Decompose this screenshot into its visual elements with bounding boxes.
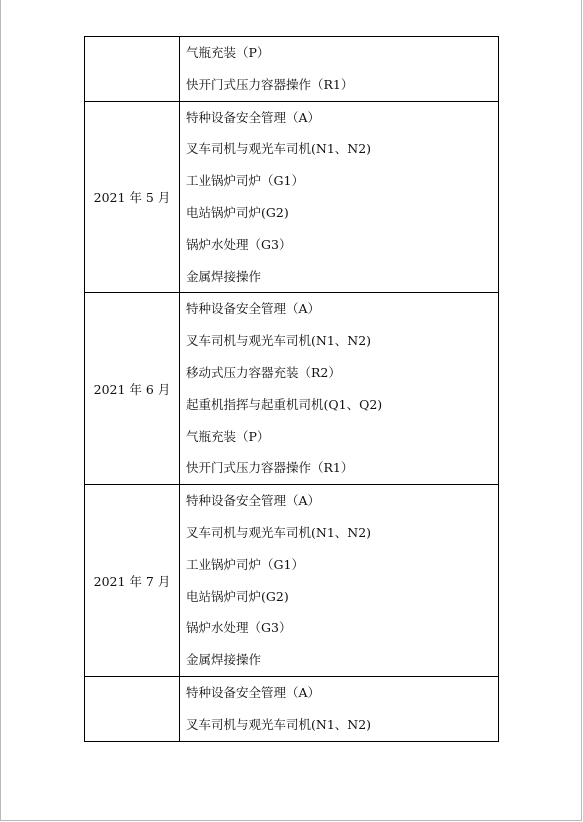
- course-item: 特种设备安全管理（A）: [186, 684, 321, 700]
- course-item: 叉车司机与观光车司机(N1、N2): [186, 333, 372, 349]
- table-row: [85, 37, 498, 102]
- course-item: 电站锅炉司炉(G2): [186, 588, 289, 604]
- course-item: 叉车司机与观光车司机(N1、N2): [186, 716, 372, 732]
- course-item: 叉车司机与观光车司机(N1、N2): [186, 141, 372, 157]
- course-item: 金属焊接操作: [186, 268, 262, 284]
- course-item: 工业锅炉司炉（G1）: [186, 173, 304, 189]
- course-item: 快开门式压力容器操作（R1）: [186, 76, 354, 92]
- course-item: 起重机指挥与起重机司机(Q1、Q2): [186, 396, 383, 412]
- course-item: 锅炉水处理（G3）: [186, 236, 292, 252]
- course-list-cell: [180, 293, 498, 484]
- table-row: [85, 677, 498, 742]
- table-row: [85, 293, 498, 485]
- course-item: 金属焊接操作: [186, 652, 262, 668]
- course-item: 锅炉水处理（G3）: [186, 620, 292, 636]
- course-list-cell: [180, 102, 498, 293]
- course-item: 工业锅炉司炉（G1）: [186, 556, 304, 572]
- course-item: 特种设备安全管理（A）: [186, 493, 321, 509]
- table-row: [85, 102, 498, 294]
- date-cell: 2021 年 7 月: [85, 485, 180, 676]
- course-list-cell: [180, 485, 498, 676]
- course-item: 移动式压力容器充装（R2）: [186, 364, 341, 380]
- date-cell: 2021 年 5 月: [85, 102, 180, 293]
- course-item: 气瓶充装（P）: [186, 45, 270, 60]
- course-item: 叉车司机与观光车司机(N1、N2): [186, 524, 372, 540]
- course-item: 电站锅炉司炉(G2): [186, 204, 289, 220]
- course-item: 特种设备安全管理（A）: [186, 301, 321, 317]
- date-cell: [85, 37, 180, 101]
- course-list-cell: [180, 677, 498, 741]
- table-row: [85, 485, 498, 677]
- date-cell: 2021 年 6 月: [85, 293, 180, 484]
- course-list-cell: [180, 37, 498, 101]
- date-cell: [85, 677, 180, 741]
- course-item: 特种设备安全管理（A）: [186, 109, 321, 125]
- course-item: 气瓶充装（P）: [186, 428, 270, 444]
- schedule-table: [84, 36, 499, 742]
- course-item: 快开门式压力容器操作（R1）: [186, 460, 354, 476]
